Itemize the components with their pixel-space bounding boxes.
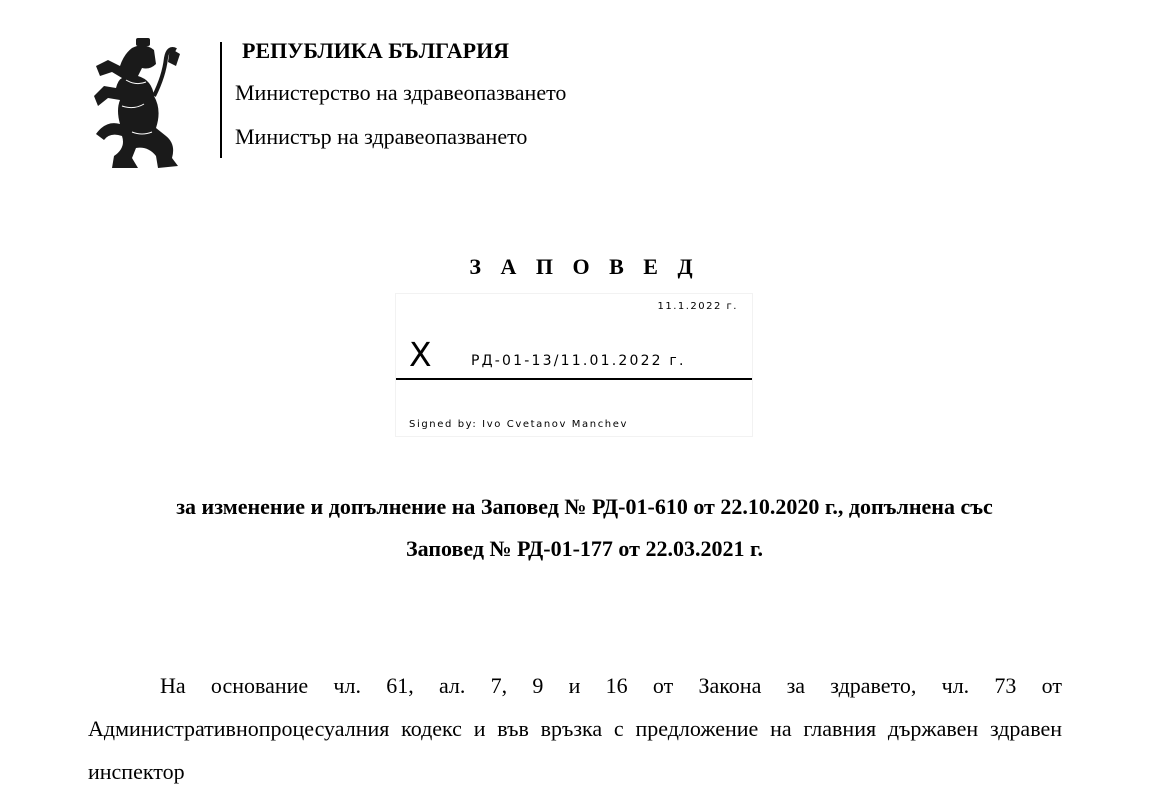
signature-line (396, 378, 752, 380)
ministry-name: Министерство на здравеопазването (235, 80, 567, 105)
digital-signature-box[interactable] (395, 293, 753, 437)
signed-by: Signed by: Ivo Cvetanov Manchev (409, 419, 628, 430)
body-paragraph: На основание чл. 61, ал. 7, 9 и 16 от Закона за здравето, чл. 73 от Административнопроцесуалния кодекс и във връзка с предложение на главния държавен здравен инспектор (88, 673, 1062, 784)
republic-heading: РЕПУБЛИКА БЪЛГАРИЯ (242, 38, 510, 63)
minister-title: Министър на здравеопазването (235, 124, 528, 149)
order-number: РД-01-13/11.01.2022 г. (471, 353, 686, 369)
subject-line-2: Заповед № РД-01-177 от 22.03.2021 г. (406, 536, 763, 561)
signature-date: 11.1.2022 г. (657, 301, 738, 312)
signature-mark: X (409, 335, 432, 374)
coat-of-arms-lion-icon (92, 36, 180, 170)
header-divider (220, 42, 222, 158)
subject-line-1: за изменение и допълнение на Заповед № РД-01-610 от 22.10.2020 г., допълнена със (176, 494, 993, 519)
document-title: З А П О В Е Д (469, 254, 700, 279)
